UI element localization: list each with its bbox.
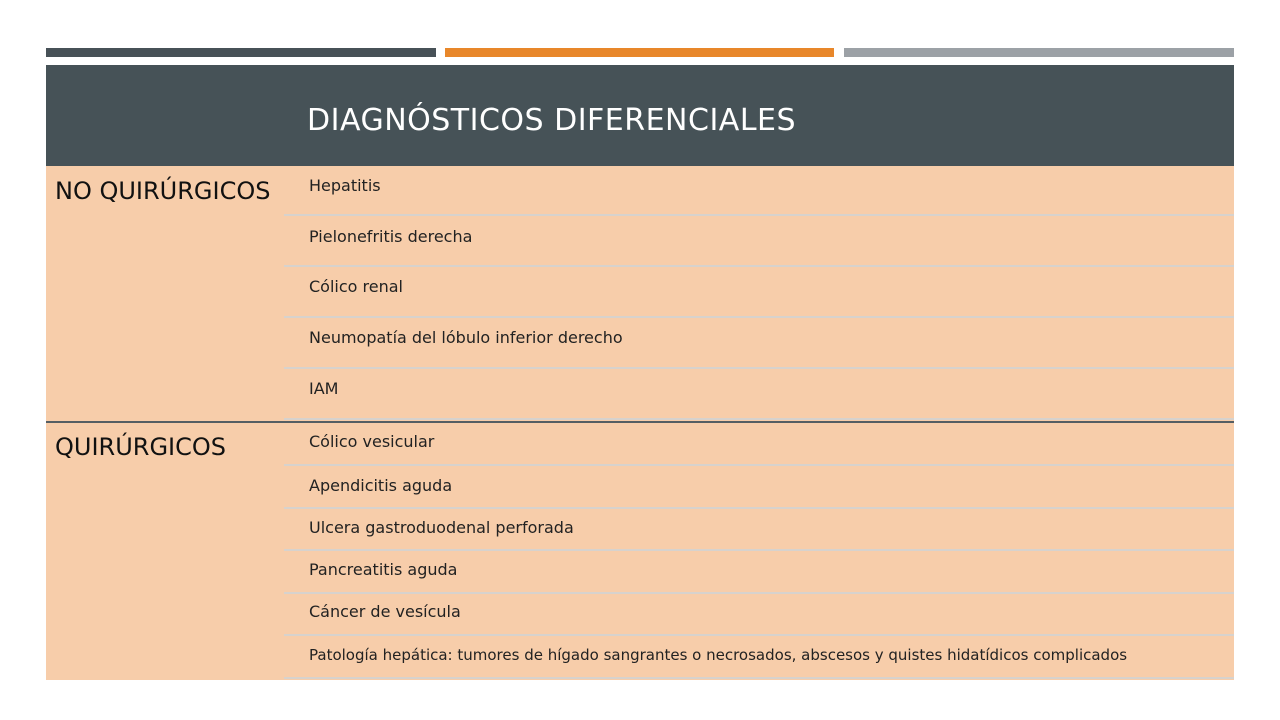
- diagnosis-item: [284, 216, 1234, 267]
- row-divider: [284, 677, 1234, 679]
- diagnosis-item-text: Patología hepática: tumores de hígado sangrantes o necrosados, abscesos y quistes hidatídicos complicados: [309, 646, 1128, 664]
- diagnosis-item: [284, 318, 1234, 369]
- diagnosis-item-text: Pancreatitis aguda: [309, 560, 458, 579]
- diagnosis-item: [284, 551, 1234, 594]
- diagnosis-item: [284, 509, 1234, 551]
- diagnosis-item: [284, 369, 1234, 420]
- accent-bar-dark: [46, 48, 436, 57]
- diagnosis-item: [284, 267, 1234, 318]
- diagnosis-item-text: Apendicitis aguda: [309, 476, 453, 495]
- diagnosis-item-text: Neumopatía del lóbulo inferior derecho: [309, 328, 623, 347]
- diagnosis-item: [284, 166, 1234, 216]
- row-divider: [284, 418, 1234, 420]
- diagnosis-item: [284, 636, 1234, 679]
- diagnosis-item: [284, 466, 1234, 509]
- diagnosis-item: [284, 423, 1234, 466]
- diagnosis-item-text: Pielonefritis derecha: [309, 227, 473, 246]
- diagnosis-item-text: Cáncer de vesícula: [309, 602, 461, 621]
- diagnosis-item-text: Ulcera gastroduodenal perforada: [309, 518, 574, 537]
- accent-bar-gray: [844, 48, 1234, 57]
- diagnosis-item-text: IAM: [309, 379, 339, 398]
- diagnosis-item-text: Cólico vesicular: [309, 432, 435, 451]
- slide-title: DIAGNÓSTICOS DIFERENCIALES: [307, 103, 797, 138]
- group-label-no-quirurgicos: NO QUIRÚRGICOS: [55, 177, 271, 205]
- diagnosis-item-text: Cólico renal: [309, 277, 403, 296]
- diagnosis-item: [284, 594, 1234, 636]
- accent-bar-orange: [445, 48, 834, 57]
- diagnosis-item-text: Hepatitis: [309, 176, 381, 195]
- group-label-quirurgicos: QUIRÚRGICOS: [55, 433, 227, 461]
